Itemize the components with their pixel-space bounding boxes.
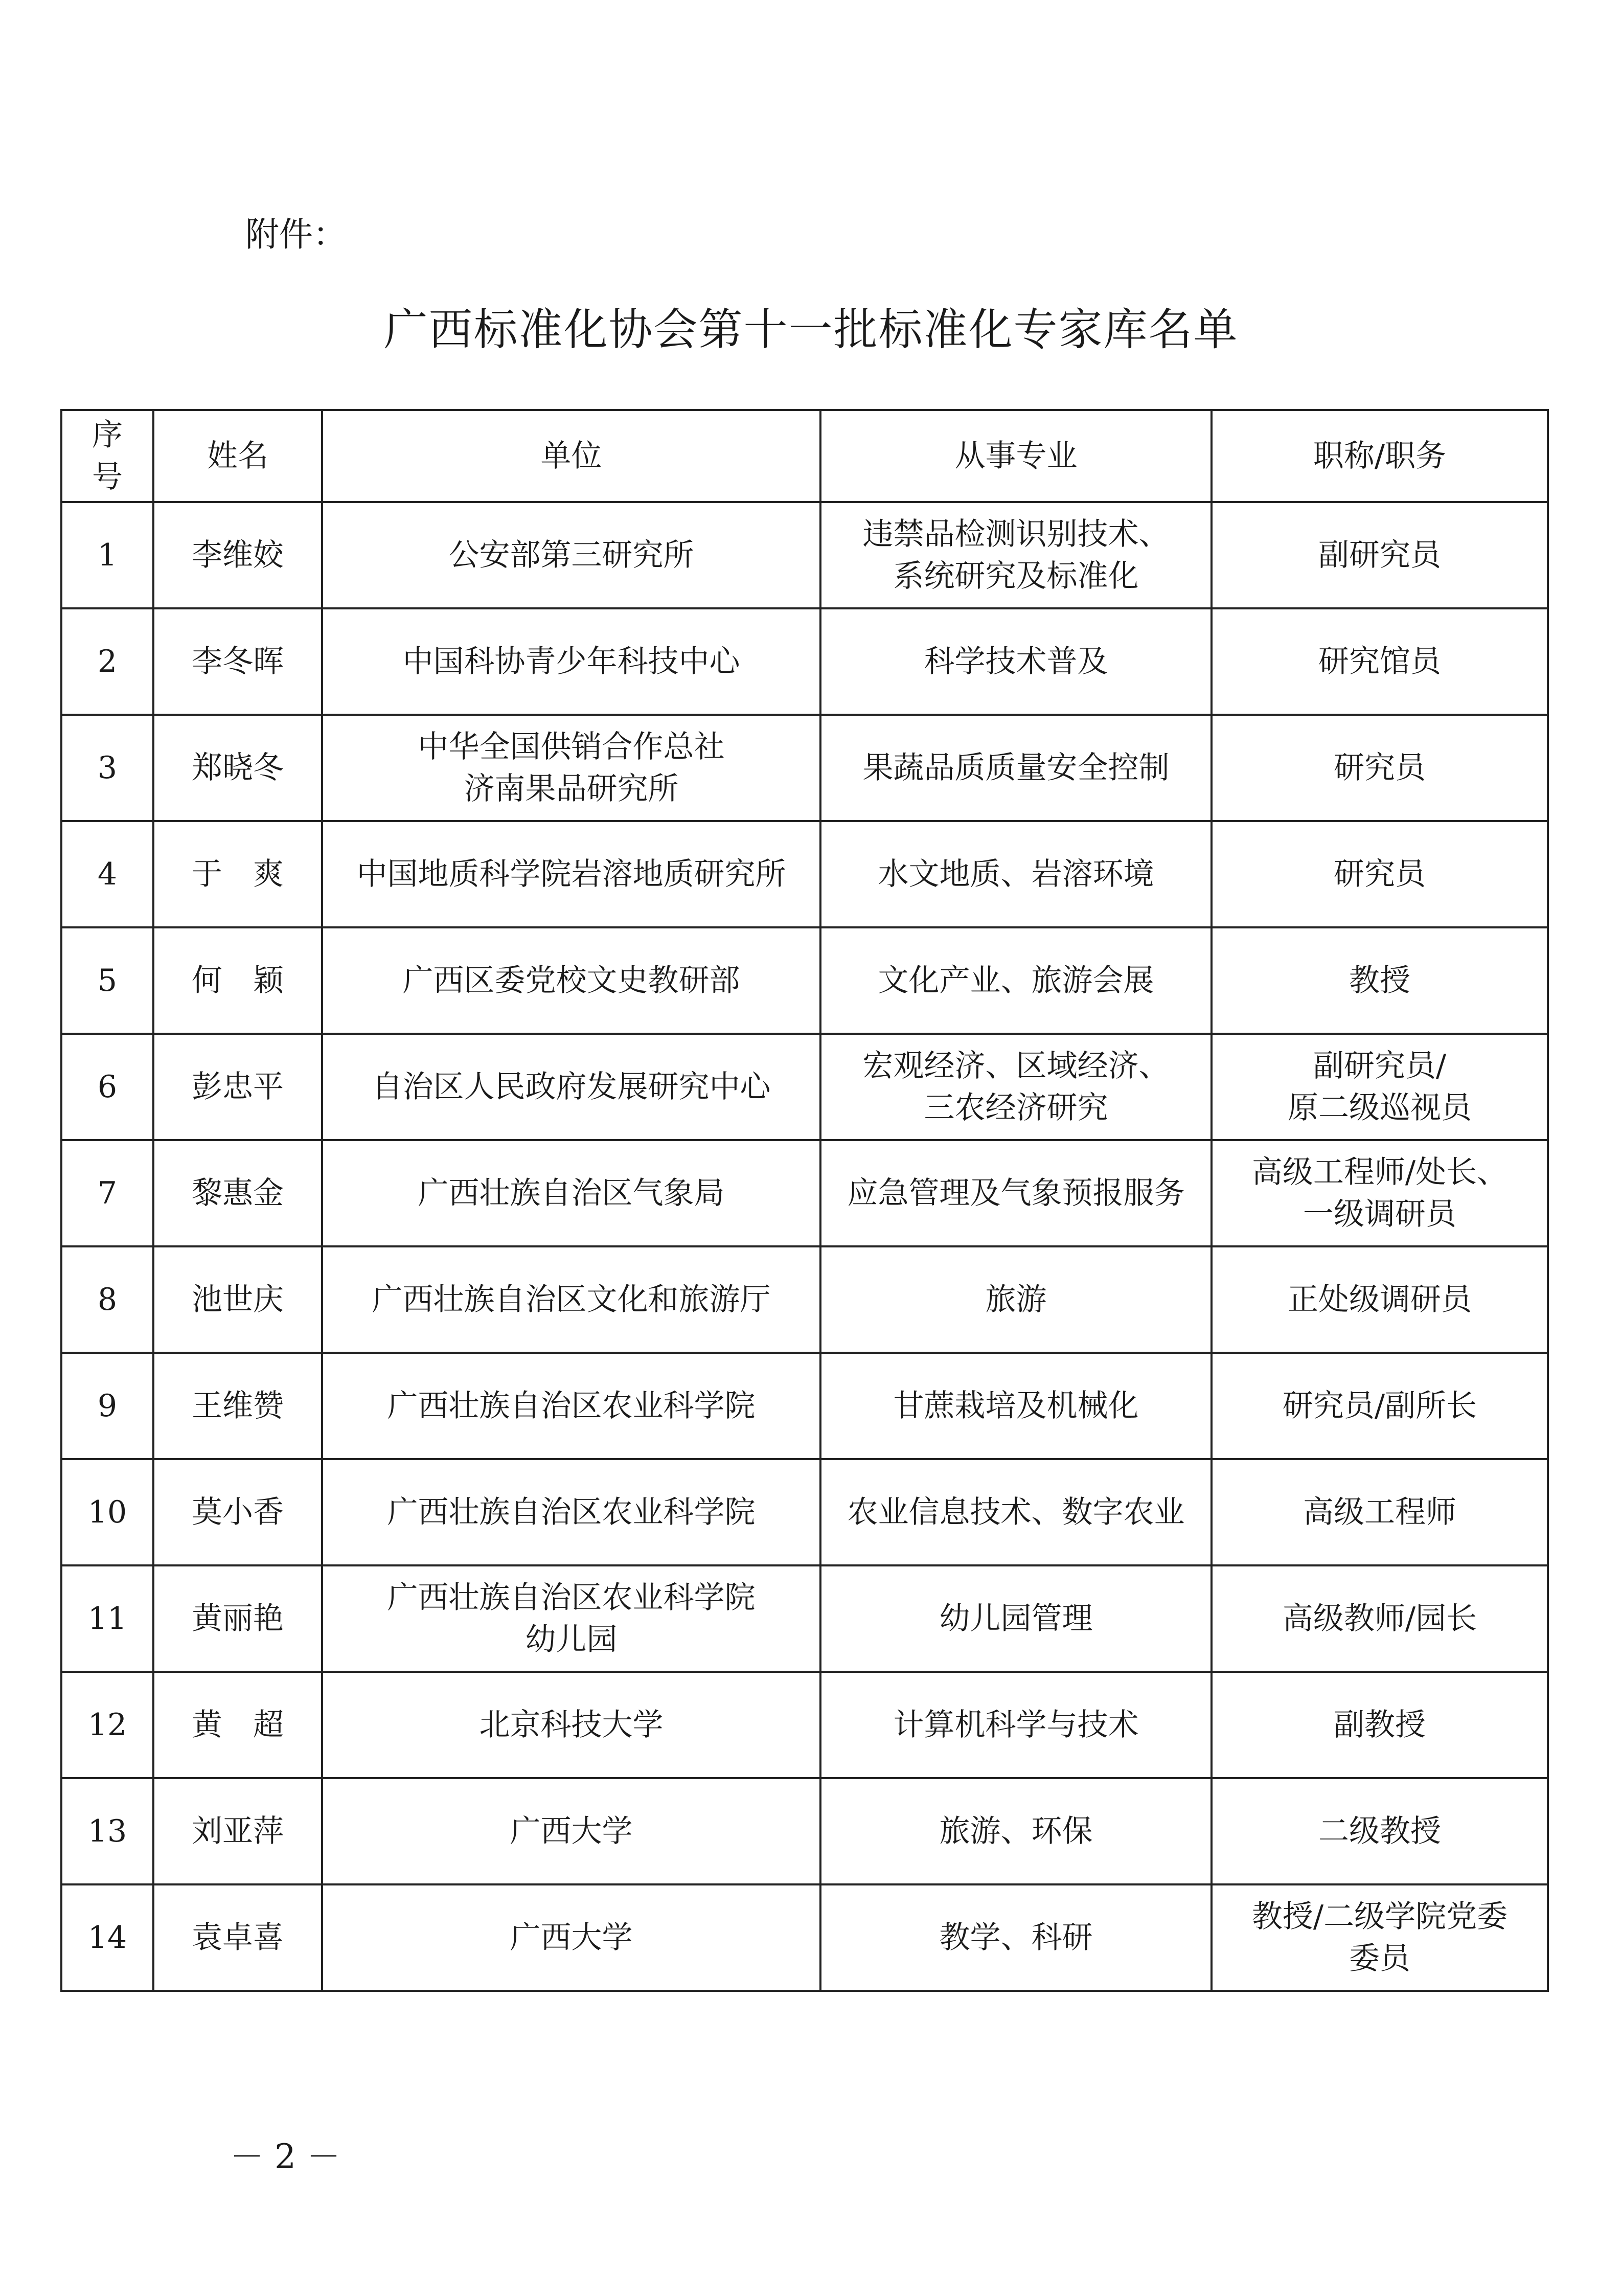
cell-unit: [322, 821, 820, 927]
cell-unit-line: 广西壮族自治区气象局: [418, 1175, 725, 1211]
header-specialty: 从事专业: [820, 410, 1212, 502]
cell-name: 黄丽艳: [153, 1565, 322, 1672]
cell-position: [1212, 1884, 1548, 1991]
cell-position-line: 研究员: [1334, 856, 1426, 892]
cell-unit: [322, 1884, 820, 1991]
table-row: [61, 608, 1548, 715]
cell-seq: 6: [61, 1034, 153, 1140]
cell-unit: [322, 1565, 820, 1672]
cell-position: [1212, 1246, 1548, 1353]
cell-specialty: [820, 1778, 1212, 1884]
cell-specialty: [820, 1353, 1212, 1459]
header-unit: 单位: [322, 410, 820, 502]
cell-unit: [322, 1672, 820, 1778]
table-row: [61, 1353, 1548, 1459]
cell-unit-line: 广西区委党校文史教研部: [402, 963, 740, 998]
cell-specialty: [820, 715, 1212, 821]
cell-unit-line: 中国科协青少年科技中心: [402, 644, 740, 679]
cell-unit: [322, 715, 820, 821]
table-row: [61, 502, 1548, 608]
cell-specialty: [820, 1672, 1212, 1778]
cell-position: [1212, 927, 1548, 1034]
cell-specialty: [820, 1140, 1212, 1246]
cell-position-line: 教授: [1349, 963, 1410, 998]
cell-unit-line: 北京科技大学: [479, 1707, 664, 1743]
cell-position-line: 一级调研员: [1303, 1196, 1456, 1232]
cell-position: [1212, 1459, 1548, 1565]
cell-unit-line: 中国地质科学院岩溶地质研究所: [356, 856, 786, 892]
cell-specialty: [820, 1034, 1212, 1140]
cell-position-line: 委员: [1349, 1941, 1410, 1976]
header-position: 职称/职务: [1212, 410, 1548, 502]
table-row: [61, 1246, 1548, 1353]
cell-specialty-line: 果蔬品质质量安全控制: [862, 750, 1170, 786]
cell-seq: 8: [61, 1246, 153, 1353]
cell-seq: 14: [61, 1884, 153, 1991]
table-row: [61, 821, 1548, 927]
table-row: [61, 927, 1548, 1034]
cell-unit: [322, 1353, 820, 1459]
cell-name: 何 颖: [153, 927, 322, 1034]
cell-name: 郑晓冬: [153, 715, 322, 821]
cell-specialty-line: 三农经济研究: [924, 1090, 1108, 1126]
cell-name: 黄 超: [153, 1672, 322, 1778]
cell-specialty: [820, 927, 1212, 1034]
cell-name: 于 爽: [153, 821, 322, 927]
cell-position: [1212, 1034, 1548, 1140]
cell-unit: [322, 1034, 820, 1140]
cell-seq: 7: [61, 1140, 153, 1246]
cell-specialty-line: 农业信息技术、数字农业: [847, 1494, 1185, 1530]
cell-name: 袁卓喜: [153, 1884, 322, 1991]
cell-position-line: 教授/二级学院党委: [1251, 1899, 1508, 1935]
cell-name: 王维赞: [153, 1353, 322, 1459]
cell-seq: 10: [61, 1459, 153, 1565]
cell-position: [1212, 715, 1548, 821]
cell-position-line: 副教授: [1334, 1707, 1426, 1743]
cell-position-line: 研究员/副所长: [1282, 1388, 1477, 1424]
cell-seq: 5: [61, 927, 153, 1034]
cell-position: [1212, 1778, 1548, 1884]
cell-unit: [322, 502, 820, 608]
document-title: 广西标准化协会第十一批标准化专家库名单: [383, 304, 1239, 355]
cell-specialty: [820, 1459, 1212, 1565]
cell-unit-line: 公安部第三研究所: [448, 537, 694, 573]
cell-position-line: 二级教授: [1318, 1813, 1441, 1849]
table-row: [61, 1034, 1548, 1140]
cell-seq: 12: [61, 1672, 153, 1778]
cell-unit: [322, 927, 820, 1034]
cell-specialty: [820, 1565, 1212, 1672]
cell-name: 李维姣: [153, 502, 322, 608]
cell-position: [1212, 1140, 1548, 1246]
cell-position-line: 正处级调研员: [1288, 1282, 1472, 1317]
cell-position: [1212, 502, 1548, 608]
cell-position-line: 研究员: [1334, 750, 1426, 786]
cell-position: [1212, 1565, 1548, 1672]
cell-unit-line: 幼儿园: [525, 1622, 618, 1657]
cell-unit: [322, 1778, 820, 1884]
header-seq: 序 号: [61, 410, 153, 502]
cell-unit: [322, 608, 820, 715]
cell-name: 刘亚萍: [153, 1778, 322, 1884]
cell-seq: 2: [61, 608, 153, 715]
cell-unit-line: 广西大学: [510, 1813, 633, 1849]
cell-position-line: 高级教师/园长: [1282, 1601, 1477, 1636]
cell-specialty: [820, 1884, 1212, 1991]
cell-unit: [322, 1140, 820, 1246]
page-number: － 2 －: [230, 2137, 340, 2176]
cell-position-line: 副研究员/: [1313, 1048, 1447, 1084]
cell-position-line: 高级工程师: [1303, 1494, 1456, 1530]
cell-position: [1212, 821, 1548, 927]
cell-seq: 9: [61, 1353, 153, 1459]
cell-specialty: [820, 608, 1212, 715]
cell-specialty-line: 文化产业、旅游会展: [878, 963, 1154, 998]
cell-specialty-line: 幼儿园管理: [939, 1601, 1093, 1636]
table-row: [61, 1565, 1548, 1672]
cell-unit-line: 广西壮族自治区农业科学院: [387, 1494, 756, 1530]
cell-specialty-line: 旅游: [985, 1282, 1047, 1317]
cell-position: [1212, 1353, 1548, 1459]
cell-specialty-line: 应急管理及气象预报服务: [847, 1175, 1185, 1211]
cell-unit-line: 广西大学: [510, 1920, 633, 1956]
table-row: [61, 1672, 1548, 1778]
cell-specialty: [820, 1246, 1212, 1353]
cell-seq: 13: [61, 1778, 153, 1884]
cell-name: 池世庆: [153, 1246, 322, 1353]
cell-position: [1212, 608, 1548, 715]
cell-name: 黎惠金: [153, 1140, 322, 1246]
cell-unit-line: 自治区人民政府发展研究中心: [372, 1069, 771, 1105]
cell-name: 彭忠平: [153, 1034, 322, 1140]
cell-specialty: [820, 821, 1212, 927]
table-row: [61, 1140, 1548, 1246]
cell-unit-line: 广西壮族自治区文化和旅游厅: [372, 1282, 771, 1317]
cell-unit: [322, 1246, 820, 1353]
cell-specialty-line: 教学、科研: [939, 1920, 1093, 1956]
cell-specialty-line: 系统研究及标准化: [893, 558, 1139, 594]
header-name: 姓名: [153, 410, 322, 502]
cell-position-line: 高级工程师/处长、: [1251, 1154, 1508, 1190]
cell-specialty-line: 科学技术普及: [924, 644, 1108, 679]
cell-seq: 11: [61, 1565, 153, 1672]
cell-unit-line: 中华全国供销合作总社: [418, 729, 725, 765]
cell-position: [1212, 1672, 1548, 1778]
cell-position-line: 原二级巡视员: [1288, 1090, 1472, 1126]
cell-specialty-line: 计算机科学与技术: [893, 1707, 1139, 1743]
cell-seq: 3: [61, 715, 153, 821]
cell-seq: 1: [61, 502, 153, 608]
table-row: [61, 1884, 1548, 1991]
cell-specialty-line: 违禁品检测识别技术、: [862, 516, 1170, 552]
cell-unit: [322, 1459, 820, 1565]
table-row: [61, 715, 1548, 821]
cell-specialty-line: 甘蔗栽培及机械化: [893, 1388, 1139, 1424]
cell-specialty: [820, 502, 1212, 608]
cell-unit-line: 广西壮族自治区农业科学院: [387, 1580, 756, 1616]
cell-name: 莫小香: [153, 1459, 322, 1565]
cell-specialty-line: 旅游、环保: [939, 1813, 1093, 1849]
cell-seq: 4: [61, 821, 153, 927]
cell-name: 李冬晖: [153, 608, 322, 715]
expert-table: [60, 409, 1549, 1992]
cell-specialty-line: 水文地质、岩溶环境: [878, 856, 1154, 892]
attachment-label: 附件：: [245, 215, 347, 254]
cell-position-line: 副研究员: [1318, 537, 1441, 573]
cell-unit-line: 济南果品研究所: [464, 771, 679, 807]
cell-unit-line: 广西壮族自治区农业科学院: [387, 1388, 756, 1424]
table-row: [61, 1778, 1548, 1884]
table-row: [61, 1459, 1548, 1565]
cell-position-line: 研究馆员: [1318, 644, 1441, 679]
header-row: [61, 410, 1548, 502]
cell-specialty-line: 宏观经济、区域经济、: [862, 1048, 1170, 1084]
